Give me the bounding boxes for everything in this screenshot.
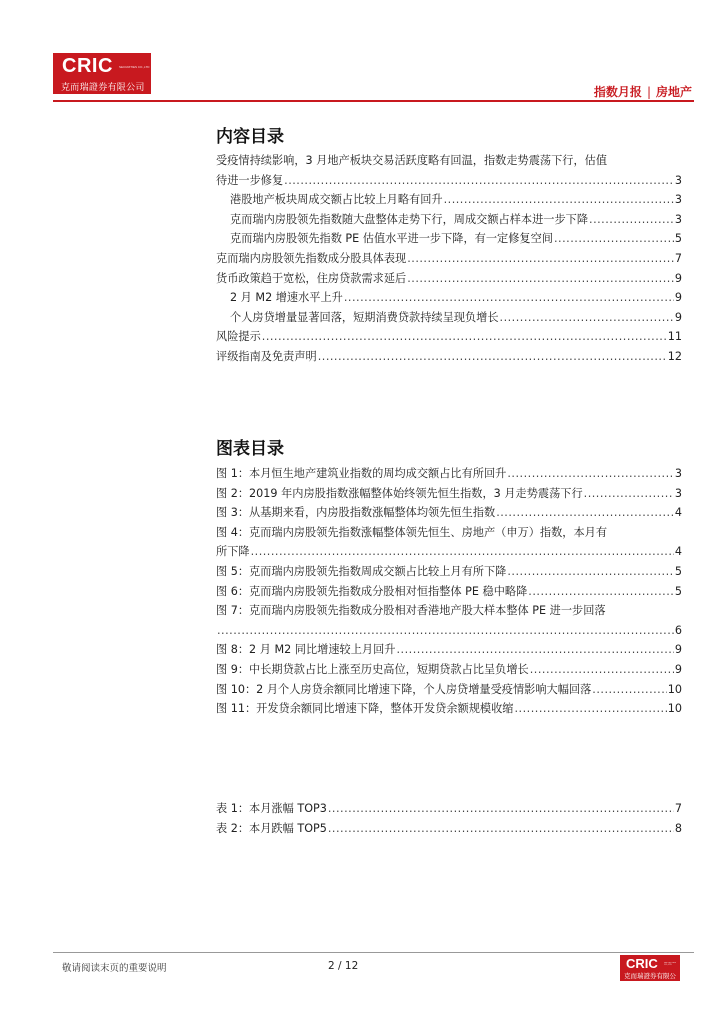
report-type: 指数月报 — [593, 85, 642, 99]
leader-dots — [284, 171, 674, 191]
toc-entry-page: 3 — [674, 212, 682, 226]
figure-entry[interactable] — [216, 503, 682, 523]
toc-entry-text: 2 月 M2 增速水平上升 — [230, 291, 343, 305]
logo-chinese-name: 克而瑞證券有限公司 — [61, 83, 145, 93]
toc-entry[interactable] — [216, 229, 682, 249]
figure-entry[interactable] — [216, 699, 682, 719]
figure-entry[interactable] — [216, 640, 682, 660]
report-category — [594, 83, 692, 100]
figure-entry[interactable] — [216, 601, 682, 640]
figure-entry-page: 3 — [674, 467, 682, 480]
figure-entry-text: 图 3：从基期来看，内房股指数涨幅整体均领先恒生指数 — [216, 506, 496, 520]
footer-logo-chinese-name: 克而瑞證券有限公司 — [624, 972, 676, 989]
toc-entry-page: 3 — [674, 193, 682, 207]
toc-entry-page: 12 — [667, 349, 682, 363]
toc-entry-text: 克而瑞内房股领先指数 PE 估值水平进一步下降，有一定修复空间 — [230, 232, 553, 246]
contents-title: 内容目录 — [216, 127, 284, 147]
figure-entry-text: 图 9：中长期贷款占比上涨至历史高位，短期贷款占比呈负增长 — [216, 662, 529, 676]
toc-entry[interactable] — [216, 308, 682, 328]
table-entry-page: 7 — [674, 802, 682, 815]
leader-dots — [507, 464, 674, 484]
leader-dots — [217, 621, 674, 641]
figure-entry-text: 图 6：克而瑞内房股领先指数成分股相对恒指整体 PE 稳中略降 — [216, 584, 528, 598]
toc-entry-text-line1: 受疫情持续影响，3 月地产板块交易活跃度略有回温，指数走势震荡下行，估值 — [216, 154, 608, 167]
figures-list — [216, 464, 682, 719]
figure-entry-text: 图 10：2 月个人房贷余额同比增速下降，个人房贷增量受疫情影响大幅回落 — [216, 682, 592, 696]
figure-entry-page: 10 — [667, 682, 682, 696]
leader-dots — [589, 210, 674, 230]
leader-dots — [318, 347, 667, 367]
footer-divider — [53, 952, 694, 953]
table-entry[interactable] — [216, 799, 682, 819]
header-divider — [53, 100, 694, 102]
leader-dots — [407, 269, 674, 289]
footer-logo-text: CRIC — [626, 956, 658, 971]
figure-entry-text: 图 8：2 月 M2 同比增速较上月回升 — [216, 643, 396, 657]
figure-entry-page: 9 — [674, 643, 682, 657]
tables-list — [216, 799, 682, 838]
leader-dots — [328, 799, 674, 819]
company-logo — [53, 53, 151, 94]
leader-dots — [584, 484, 674, 504]
figure-entry[interactable] — [216, 660, 682, 680]
figures-title: 图表目录 — [216, 439, 284, 459]
toc-entry[interactable] — [216, 327, 682, 347]
figure-entry-page: 5 — [674, 564, 682, 578]
figure-entry[interactable] — [216, 582, 682, 602]
table-entry-text: 表 1：本月涨幅 TOP3 — [216, 802, 327, 815]
toc-entry[interactable] — [216, 269, 682, 289]
figure-entry-text: 图 5：克而瑞内房股领先指数周成交额占比较上月有所下降 — [216, 564, 507, 578]
figure-entry[interactable] — [216, 484, 682, 504]
figure-entry-page: 4 — [674, 506, 682, 520]
leader-dots — [514, 699, 666, 719]
figure-entry-text: 图 2：2019 年内房股指数涨幅整体始终领先恒生指数，3 月走势震荡下行 — [216, 486, 583, 500]
leader-dots — [496, 503, 674, 523]
footer-logo — [620, 955, 680, 989]
toc-entry[interactable] — [216, 249, 682, 269]
logo-subtext: SECURITIES CO.,LTD — [119, 65, 150, 69]
toc-entry-page: 3 — [674, 173, 682, 187]
toc-entry-page: 11 — [667, 330, 682, 344]
figure-entry[interactable] — [216, 680, 682, 700]
toc-entry-text: 评级指南及免责声明 — [216, 349, 317, 363]
table-entry-text: 表 2：本月跌幅 TOP5 — [216, 821, 327, 835]
figure-entry[interactable] — [216, 464, 682, 484]
leader-dots — [396, 640, 673, 660]
footer-logo-subtext: SECURITIES CO.,LTD — [664, 962, 677, 966]
toc-entry-text: 个人房贷增量显著回落，短期消费贷款持续呈现负增长 — [230, 310, 499, 324]
footer-notice: 敬请阅读末页的重要说明 — [62, 963, 167, 974]
toc-entry-text: 克而瑞内房股领先指数随大盘整体走势下行，周成交额占样本进一步下降 — [230, 212, 589, 226]
figure-entry-page: 6 — [674, 623, 682, 637]
leader-dots — [507, 562, 674, 582]
toc-entry-page: 9 — [674, 310, 682, 324]
leader-dots — [530, 660, 674, 680]
leader-dots — [262, 327, 667, 347]
toc-entry-text: 港股地产板块周成交额占比较上月略有回升 — [230, 193, 443, 207]
figure-entry-text-line2: 所下降 — [216, 545, 250, 559]
report-sector: 房地产 — [655, 85, 692, 99]
figure-entry-text: 图 11：开发贷余额同比增速下降，整体开发贷余额规模收缩 — [216, 702, 514, 716]
toc-entry-page: 5 — [674, 232, 682, 246]
leader-dots — [554, 229, 674, 249]
logo-text: CRIC — [62, 55, 113, 77]
figure-entry-text-line1: 图 4：克而瑞内房股领先指数涨幅整体领先恒生、房地产（申万）指数，本月有 — [216, 525, 608, 539]
toc-entry[interactable] — [216, 190, 682, 210]
figure-entry-text-line1: 图 7：克而瑞内房股领先指数成分股相对香港地产股大样本整体 PE 进一步回落 — [216, 604, 606, 618]
toc-entry-page: 9 — [674, 291, 682, 305]
toc-entry-text: 克而瑞内房股领先指数成分股具体表现 — [216, 251, 407, 265]
leader-dots — [444, 190, 674, 210]
page-number: 2 / 12 — [328, 960, 359, 972]
toc-entry-text: 货币政策趋于宽松，住房贷款需求延后 — [216, 271, 407, 285]
toc-entry-page: 9 — [674, 271, 682, 285]
figure-entry-page: 3 — [674, 486, 682, 500]
table-entry[interactable] — [216, 819, 682, 839]
leader-dots — [328, 819, 674, 839]
figure-entry-page: 9 — [674, 662, 682, 676]
leader-dots — [500, 308, 674, 328]
toc-entry-text: 风险提示 — [216, 330, 261, 344]
figure-entry[interactable] — [216, 523, 682, 562]
leader-dots — [407, 249, 674, 269]
figure-entry-page: 5 — [674, 584, 682, 598]
toc-entry-page: 7 — [674, 251, 682, 265]
figure-entry[interactable] — [216, 562, 682, 582]
toc-entry[interactable] — [216, 347, 682, 367]
figure-entry-text: 图 1：本月恒生地产建筑业指数的周均成交额占比有所回升 — [216, 467, 507, 480]
leader-dots — [344, 288, 674, 308]
header-separator: | — [646, 85, 651, 99]
toc-entry[interactable] — [216, 151, 682, 190]
figure-entry-page: 10 — [667, 702, 682, 716]
toc-entry[interactable] — [216, 210, 682, 230]
table-entry-page: 8 — [674, 821, 682, 835]
figure-entry-page: 4 — [674, 545, 682, 559]
leader-dots — [251, 542, 674, 562]
leader-dots — [528, 582, 674, 602]
toc-entry-text-line2: 待进一步修复 — [216, 173, 284, 187]
toc-entry[interactable] — [216, 288, 682, 308]
contents-list — [216, 151, 682, 367]
leader-dots — [592, 680, 666, 700]
